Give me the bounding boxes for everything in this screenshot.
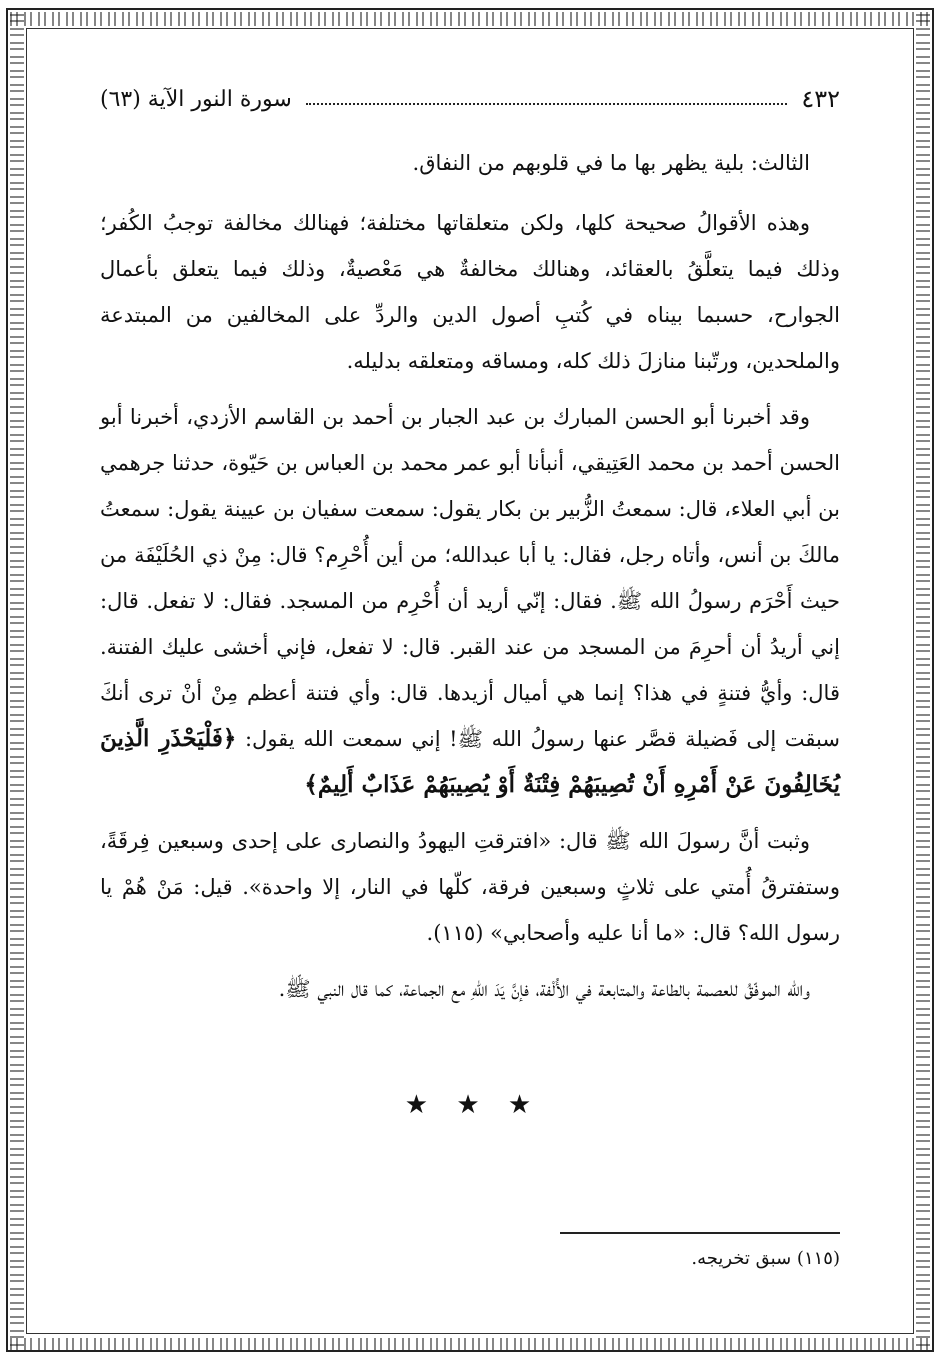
ornamental-border-bottom <box>10 1338 930 1352</box>
ornamental-border-right <box>916 12 930 1352</box>
quran-verse: ﴿فَلْيَحْذَرِ الَّذِينَ يُخَالِفُونَ عَنْ أَمْرِهِ أَنْ تُصِيبَهُمْ فِتْنَةٌ أَوْ يُصِيبَهُمْ عَذَابٌ أَلِيمٌ﴾ <box>100 725 840 798</box>
footnote <box>500 1244 840 1274</box>
paragraph-5: والله الموفّقُ للعصمة بالطاعة والمتابعة في الأُلْفة، فإنَّ يَدَ اللهِ مع الجماعة، كما قال النبي ﷺ. <box>278 977 810 1001</box>
main-text <box>100 140 840 1022</box>
paragraph-4: وثبت أنَّ رسولَ الله ﷺ قال: «افترقتِ اليهودُ والنصارى على إحدى وسبعين فِرقَةً، وستفترقُ أُمتي على ثلاثٍ وسبعين فرقة، كلّها في النار، إلا واحدة». قيل: مَنْ هُمْ يا رسول الله؟ قال: «ما أنا عليه وأصحابي» (١١٥). <box>100 829 840 945</box>
page-number: ٤٣٢ <box>801 85 840 113</box>
footnote-text: سبق تخريجه. <box>691 1248 792 1269</box>
header-leader-dots <box>306 93 788 105</box>
paragraph-3-text: وقد أخبرنا أبو الحسن المبارك بن عبد الجبار بن أحمد بن القاسم الأزدي، أخبرنا أبو الحسن أحمد بن محمد العَتِيقي، أنبأنا أبو عمر محمد بن العباس بن حَيّوة، حدثنا جرهمي بن أبي العلاء، قال: سمعتُ الزُّبير بن بكار يقول: سمعت سفيان بن عيينة يقول: سمعتُ مالكَ بن أنس، وأتاه رجل، فقال: يا أبا عبدالله؛ من أين أُحْرِم؟ قال: مِنْ ذي الحُلَيْفَة من حيث أَحْرَم رسولُ الله ﷺ. فقال: إنّي أريد أن أُحْرِم من المسجد. فقال: لا تفعل. قال: إني أريدُ أن أحرِمَ من المسجد من عند القبر. قال: لا تفعل، فإني أخشى عليك الفتنة. قال: وأيُّ فتنةٍ في هذا؟ إنما هي أميال أزيدها. قال: وأي فتنة أعظم مِنْ أنْ ترى أنكَ سبقت إلى فَضيلة قصَّر عنها رسولُ الله ﷺ! إني سمعت الله يقول: <box>100 405 840 751</box>
section-separator-stars: ★ ★ ★ <box>404 1090 542 1120</box>
footnote-rule <box>560 1232 840 1234</box>
running-title: سورة النور الآية (٦٣) <box>100 86 292 112</box>
paragraph-2: وهذه الأقوالُ صحيحة كلها، ولكن متعلقاتها مختلفة؛ فهنالك مخالفة توجبُ الكُفر؛ وذلك فيما يتعلَّقُ بالعقائد، وهنالك مخالفةٌ هي مَعْصيةٌ، وذلك فيما يتعلق بأعمال الجوارح، حسبما بيناه في كُتبِ أصول الدين والردِّ على المخالفين من المبتدعة والملحدين، ورتّبنا منازلَ ذلك كله، ومساقه ومتعلقه بدليله. <box>100 211 840 373</box>
ornamental-border-top <box>10 12 930 26</box>
paragraph-3 <box>100 394 840 808</box>
footnote-number: (١١٥) <box>796 1248 840 1269</box>
paragraph-1: الثالث: بلية يظهر بها ما في قلوبهم من النفاق. <box>412 151 810 175</box>
running-header <box>100 82 840 116</box>
ornamental-border-left <box>10 12 24 1352</box>
